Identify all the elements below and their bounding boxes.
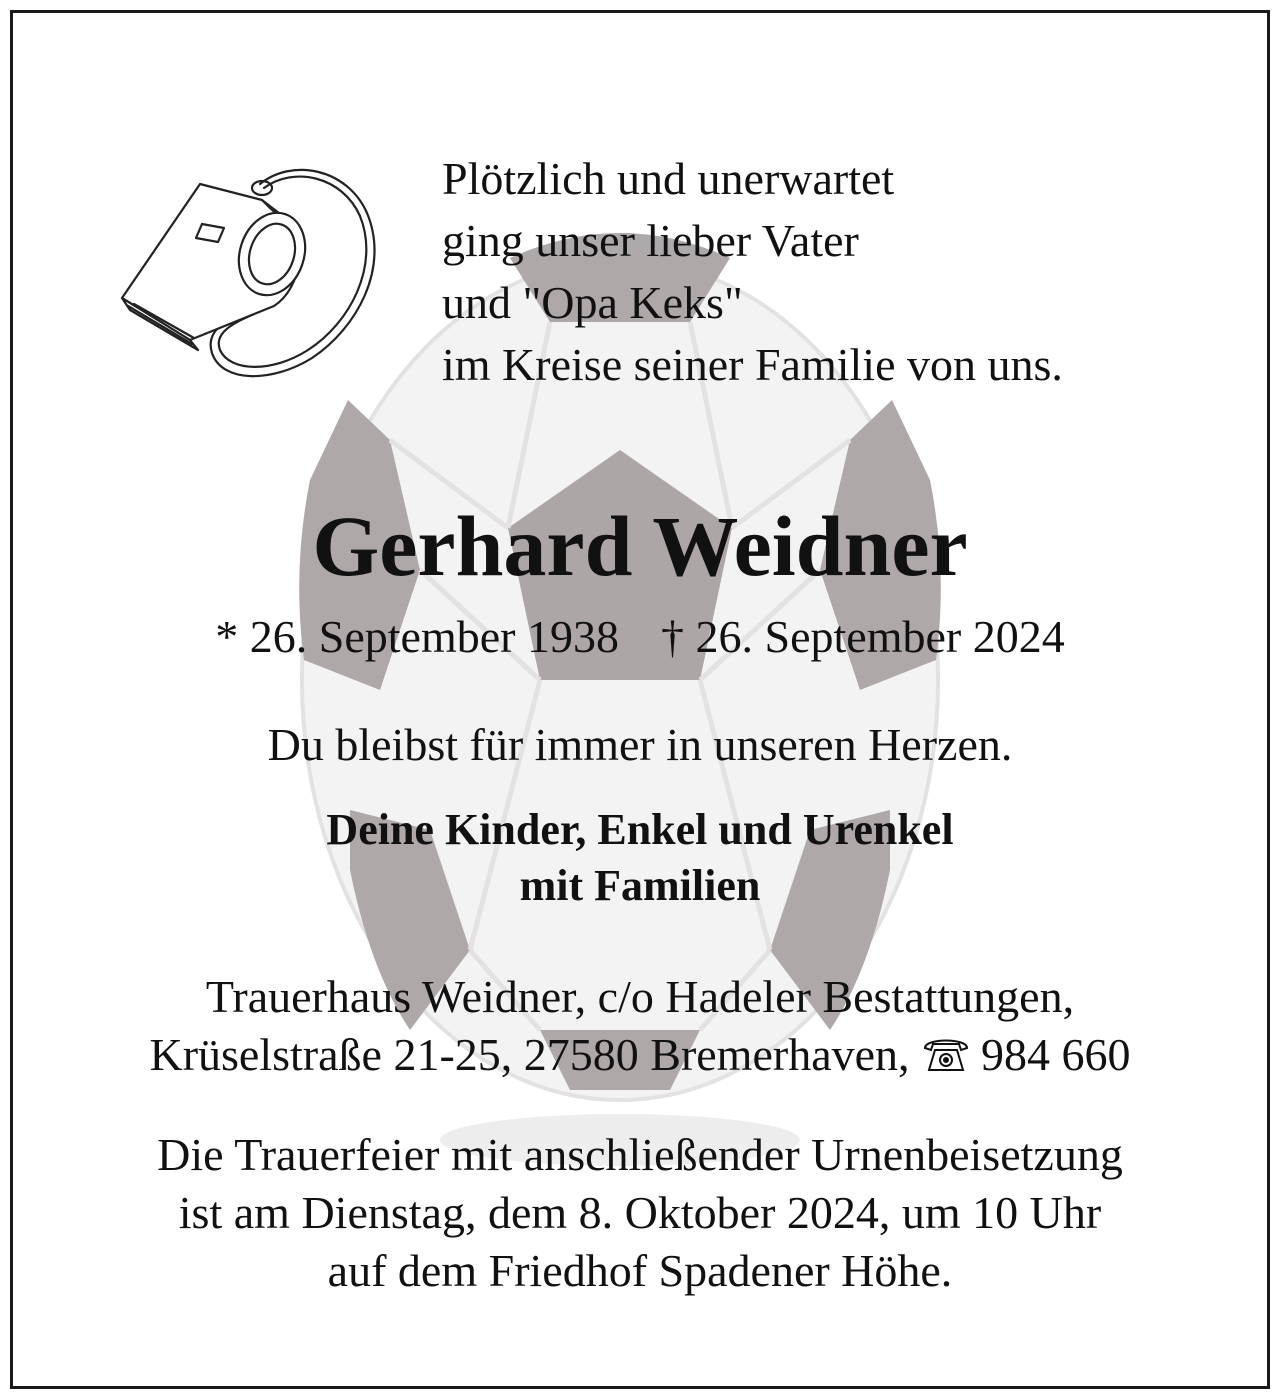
service-line: ist am Dienstag, dem 8. Oktober 2024, um 10 Uhr bbox=[178, 1187, 1102, 1238]
intro-line: und "Opa Keks" bbox=[442, 277, 743, 328]
life-dates bbox=[13, 608, 1267, 666]
phone-number: 984 660 bbox=[981, 1029, 1131, 1080]
intro-line: ging unser lieber Vater bbox=[442, 215, 859, 266]
family-line: mit Familien bbox=[519, 861, 761, 910]
service-line: Die Trauerfeier mit anschließender Urnenbeisetzung bbox=[157, 1129, 1123, 1180]
death-date: † 26. September 2024 bbox=[661, 611, 1065, 662]
address-line-1: Trauerhaus Weidner, c/o Hadeler Bestattungen, bbox=[205, 971, 1075, 1022]
birth-date: * 26. September 1938 bbox=[215, 611, 619, 662]
intro-line: Plötzlich und unerwartet bbox=[442, 153, 895, 204]
intro-line: im Kreise seiner Familie von uns. bbox=[442, 339, 1063, 390]
service-info bbox=[13, 1126, 1267, 1300]
family-line: Deine Kinder, Enkel und Urenkel bbox=[326, 805, 954, 854]
service-line: auf dem Friedhof Spadener Höhe. bbox=[327, 1245, 953, 1296]
address-block bbox=[13, 968, 1267, 1084]
family-signature bbox=[13, 802, 1267, 914]
motto: Du bleibst für immer in unseren Herzen. bbox=[267, 719, 1013, 770]
intro-text bbox=[442, 148, 1242, 396]
address-street: Krüselstraße 21-25, 27580 Bremerhaven, bbox=[149, 1029, 910, 1080]
address-line-2 bbox=[13, 1026, 1267, 1084]
deceased-name: Gerhard Weidner bbox=[312, 498, 968, 594]
whistle-icon bbox=[112, 158, 388, 388]
telephone-icon bbox=[921, 1034, 971, 1074]
